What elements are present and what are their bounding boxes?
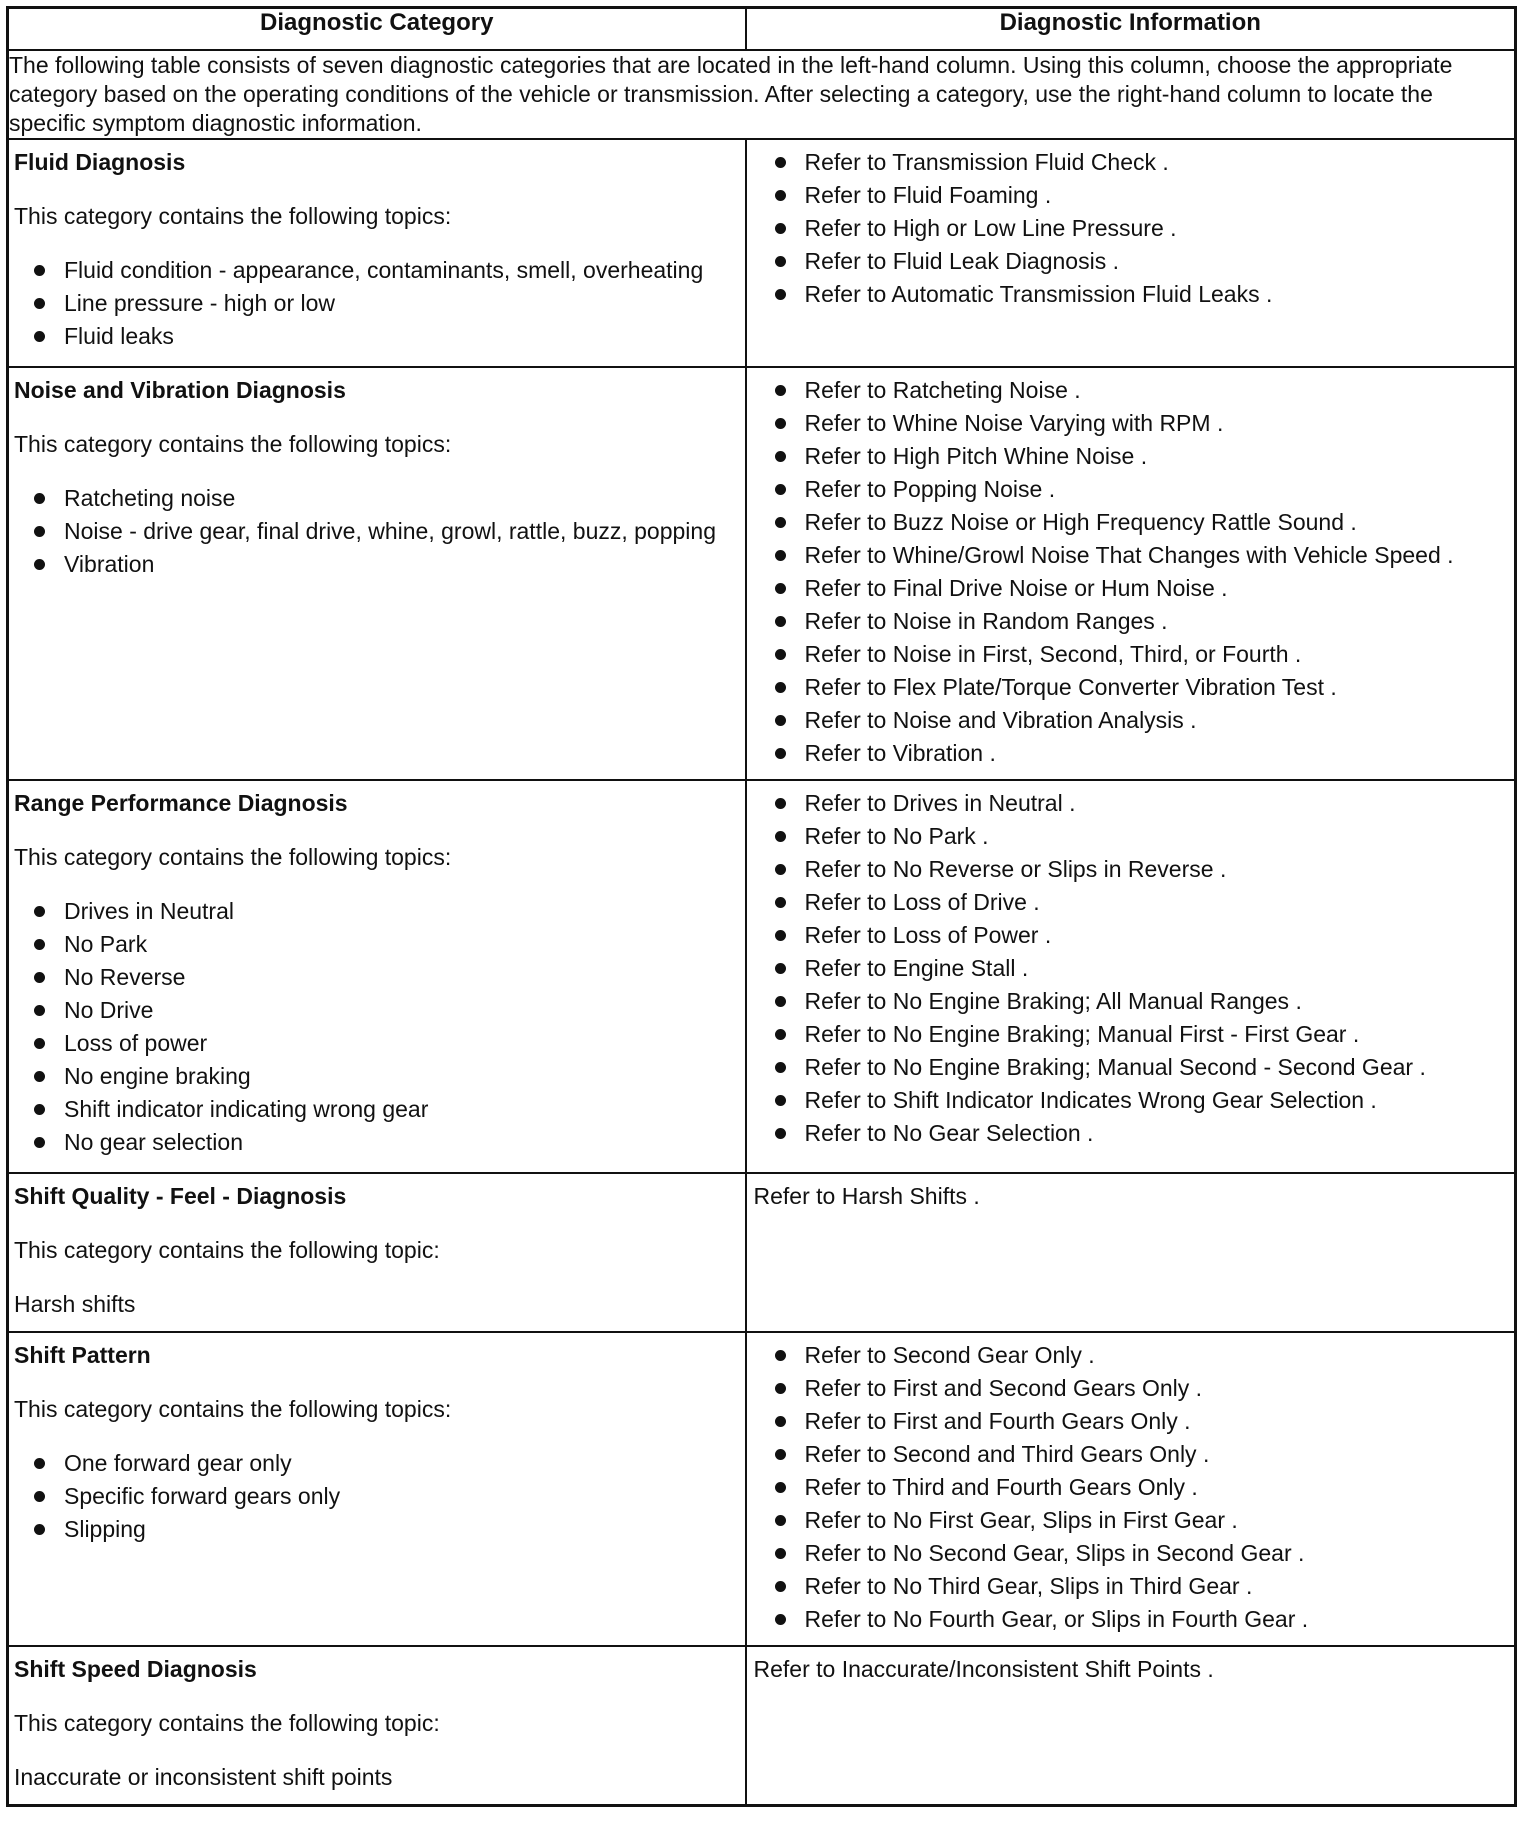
reference-item (754, 738, 1507, 768)
category-description: This category contains the following topics: (14, 431, 452, 457)
reference-text: Refer to Final Drive Noise or Hum Noise . (804, 575, 1228, 601)
bullet-icon (775, 1416, 786, 1427)
topic-text: One forward gear only (64, 1450, 292, 1476)
topic-item (14, 483, 737, 513)
category-row (8, 1332, 1516, 1646)
category-cell (8, 780, 746, 1173)
bullet-icon (34, 1038, 45, 1049)
diagnostic-table (6, 6, 1517, 1807)
intro-text: The following table consists of seven diagnostic categories that are located in the left-hand column. Using this column, choose the appropriate category based on the operating conditions of the vehicle or transmission. After selecting a category, use the right-hand column to locate the specific symptom diagnostic information. (8, 50, 1516, 139)
topic-text: Inaccurate or inconsistent shift points (14, 1764, 393, 1790)
bullet-icon (34, 1104, 45, 1115)
topic-text: No Park (64, 931, 148, 957)
bullet-icon (34, 1137, 45, 1148)
category-title: Shift Quality - Feel - Diagnosis (14, 1183, 347, 1209)
bullet-icon (34, 298, 45, 309)
reference-item (754, 887, 1507, 917)
information-content (747, 1647, 1515, 1692)
bullet-icon (775, 256, 786, 267)
reference-text: Refer to Harsh Shifts . (753, 1183, 980, 1209)
bullet-icon (775, 1482, 786, 1493)
intro-row (8, 50, 1516, 139)
reference-text: Refer to Noise in Random Ranges . (804, 608, 1168, 634)
reference-item (754, 180, 1507, 210)
reference-item (754, 1118, 1507, 1148)
information-cell (746, 139, 1516, 367)
category-cell (8, 1646, 746, 1806)
reference-item (754, 953, 1507, 983)
bullet-icon (34, 559, 45, 570)
category-row (8, 780, 1516, 1173)
reference-text: Refer to Whine Noise Varying with RPM . (804, 410, 1224, 436)
reference-list (754, 788, 1507, 1148)
bullet-icon (775, 1548, 786, 1559)
topic-list (14, 483, 737, 579)
bullet-icon (775, 1581, 786, 1592)
topic-text: Shift indicator indicating wrong gear (64, 1096, 429, 1122)
topic-item (14, 516, 737, 546)
reference-text: Refer to Noise in First, Second, Third, or Fourth . (804, 641, 1302, 667)
category-content (9, 1333, 745, 1559)
category-cell (8, 139, 746, 367)
category-title: Shift Speed Diagnosis (14, 1656, 257, 1682)
bullet-icon (34, 1524, 45, 1535)
reference-item (754, 1085, 1507, 1115)
reference-item (754, 246, 1507, 276)
category-row (8, 139, 1516, 367)
topic-text: Drives in Neutral (64, 898, 234, 924)
reference-text: Refer to Shift Indicator Indicates Wrong Gear Selection . (804, 1087, 1377, 1113)
reference-text: Refer to First and Fourth Gears Only . (804, 1408, 1191, 1434)
bullet-icon (775, 996, 786, 1007)
category-description: This category contains the following topics: (14, 844, 452, 870)
category-row (8, 367, 1516, 780)
reference-item (754, 986, 1507, 1016)
bullet-icon (34, 939, 45, 950)
bullet-icon (775, 1029, 786, 1040)
header-diagnostic-information: Diagnostic Information (746, 8, 1516, 51)
reference-item (754, 705, 1507, 735)
bullet-icon (775, 223, 786, 234)
bullet-icon (775, 1449, 786, 1460)
reference-text: Refer to Popping Noise . (804, 476, 1056, 502)
bullet-icon (775, 157, 786, 168)
topic-item (14, 1094, 737, 1124)
topic-list (14, 1448, 737, 1544)
reference-item (754, 474, 1507, 504)
reference-item (754, 920, 1507, 950)
bullet-icon (34, 1458, 45, 1469)
reference-item (754, 639, 1507, 669)
reference-text: Refer to Flex Plate/Torque Converter Vibration Test . (804, 674, 1337, 700)
reference-text: Refer to No Fourth Gear, or Slips in Fourth Gear . (804, 1606, 1309, 1632)
topic-item (14, 255, 737, 285)
bullet-icon (775, 1515, 786, 1526)
reference-item (754, 213, 1507, 243)
bullet-icon (34, 1005, 45, 1016)
topic-item (14, 288, 737, 318)
reference-text: Refer to No Engine Braking; Manual Second - Second Gear . (804, 1054, 1426, 1080)
topic-item (14, 1061, 737, 1091)
reference-text: Refer to No Park . (804, 823, 989, 849)
topic-text: No gear selection (64, 1129, 243, 1155)
category-content (9, 1174, 745, 1331)
category-cell (8, 1332, 746, 1646)
reference-text: Refer to Fluid Foaming . (804, 182, 1052, 208)
reference-item (754, 854, 1507, 884)
category-cell (8, 1173, 746, 1332)
information-cell (746, 780, 1516, 1173)
category-content (9, 1647, 745, 1804)
reference-item (754, 279, 1507, 309)
reference-item (754, 1406, 1507, 1436)
reference-text: Refer to No Engine Braking; All Manual Ranges . (804, 988, 1302, 1014)
bullet-icon (775, 963, 786, 974)
bullet-icon (775, 190, 786, 201)
bullet-icon (34, 526, 45, 537)
reference-item (754, 1439, 1507, 1469)
reference-text: Refer to Ratcheting Noise . (804, 377, 1081, 403)
category-content (9, 781, 745, 1172)
topic-item (14, 321, 737, 351)
topic-item (14, 1514, 737, 1544)
reference-text: Refer to Third and Fourth Gears Only . (804, 1474, 1198, 1500)
topic-list (14, 255, 737, 351)
topic-item (14, 995, 737, 1025)
reference-item (754, 788, 1507, 818)
reference-text: Refer to Inaccurate/Inconsistent Shift Points . (753, 1656, 1214, 1682)
bullet-icon (775, 930, 786, 941)
topic-item (14, 1448, 737, 1478)
information-content (747, 781, 1515, 1159)
topic-text: Specific forward gears only (64, 1483, 341, 1509)
reference-text: Refer to No Second Gear, Slips in Second Gear . (804, 1540, 1305, 1566)
bullet-icon (775, 715, 786, 726)
category-description: This category contains the following topic: (14, 1237, 440, 1263)
bullet-icon (775, 583, 786, 594)
bullet-icon (775, 289, 786, 300)
reference-item (754, 821, 1507, 851)
topic-item (14, 929, 737, 959)
bullet-icon (775, 798, 786, 809)
category-title: Shift Pattern (14, 1342, 151, 1368)
bullet-icon (775, 649, 786, 660)
category-content (9, 368, 745, 594)
information-cell (746, 367, 1516, 780)
bullet-icon (34, 1491, 45, 1502)
reference-item (754, 375, 1507, 405)
reference-text: Refer to Loss of Power . (804, 922, 1052, 948)
reference-text: Refer to No Engine Braking; Manual First - First Gear . (804, 1021, 1360, 1047)
topic-item (14, 896, 737, 926)
bullet-icon (775, 1062, 786, 1073)
information-cell (746, 1332, 1516, 1646)
reference-text: Refer to Second and Third Gears Only . (804, 1441, 1210, 1467)
information-content (747, 1174, 1515, 1219)
topic-text: No Reverse (64, 964, 186, 990)
reference-text: Refer to Transmission Fluid Check . (804, 149, 1169, 175)
topic-text: Noise - drive gear, final drive, whine, growl, rattle, buzz, popping (64, 518, 716, 544)
bullet-icon (775, 517, 786, 528)
bullet-icon (775, 385, 786, 396)
header-row (8, 8, 1516, 51)
bullet-icon (775, 616, 786, 627)
reference-text: Refer to High or Low Line Pressure . (804, 215, 1177, 241)
bullet-icon (34, 493, 45, 504)
bullet-icon (775, 748, 786, 759)
bullet-icon (34, 331, 45, 342)
reference-text: Refer to Noise and Vibration Analysis . (804, 707, 1197, 733)
category-cell (8, 367, 746, 780)
topic-item (14, 1127, 737, 1157)
topic-text: Slipping (64, 1516, 146, 1542)
reference-text: Refer to Whine/Growl Noise That Changes with Vehicle Speed . (804, 542, 1454, 568)
reference-text: Refer to No Gear Selection . (804, 1120, 1094, 1146)
reference-text: Refer to Loss of Drive . (804, 889, 1040, 915)
bullet-icon (775, 550, 786, 561)
reference-item (754, 1472, 1507, 1502)
bullet-icon (775, 1128, 786, 1139)
reference-item (754, 1505, 1507, 1535)
reference-item (754, 1373, 1507, 1403)
information-cell (746, 1646, 1516, 1806)
category-title: Range Performance Diagnosis (14, 790, 348, 816)
reference-text: Refer to Engine Stall . (804, 955, 1029, 981)
reference-text: Refer to Fluid Leak Diagnosis . (804, 248, 1119, 274)
reference-item (754, 408, 1507, 438)
bullet-icon (775, 1350, 786, 1361)
category-title: Noise and Vibration Diagnosis (14, 377, 346, 403)
topic-list (14, 896, 737, 1157)
reference-item (754, 1019, 1507, 1049)
bullet-icon (34, 906, 45, 917)
bullet-icon (775, 831, 786, 842)
topic-item (14, 962, 737, 992)
reference-item (754, 1340, 1507, 1370)
bullet-icon (775, 682, 786, 693)
bullet-icon (775, 864, 786, 875)
reference-text: Refer to High Pitch Whine Noise . (804, 443, 1148, 469)
topic-text: Line pressure - high or low (64, 290, 336, 316)
category-description: This category contains the following topics: (14, 1396, 452, 1422)
topic-text: Fluid leaks (64, 323, 174, 349)
category-content (9, 140, 745, 366)
topic-text: Harsh shifts (14, 1291, 136, 1317)
topic-text: Ratcheting noise (64, 485, 236, 511)
bullet-icon (34, 972, 45, 983)
reference-list (754, 375, 1507, 768)
topic-text: Loss of power (64, 1030, 208, 1056)
reference-item (754, 1052, 1507, 1082)
document (6, 6, 1514, 1807)
reference-item (754, 147, 1507, 177)
header-diagnostic-category: Diagnostic Category (8, 8, 746, 51)
reference-text: Refer to Buzz Noise or High Frequency Rattle Sound . (804, 509, 1357, 535)
bullet-icon (34, 1071, 45, 1082)
topic-text: No Drive (64, 997, 154, 1023)
reference-item (754, 573, 1507, 603)
bullet-icon (775, 484, 786, 495)
reference-item (754, 1538, 1507, 1568)
bullet-icon (775, 1095, 786, 1106)
reference-text: Refer to Vibration . (804, 740, 996, 766)
category-row (8, 1646, 1516, 1806)
reference-list (754, 147, 1507, 309)
reference-text: Refer to No Third Gear, Slips in Third Gear . (804, 1573, 1253, 1599)
reference-item (754, 540, 1507, 570)
topic-text: No engine braking (64, 1063, 251, 1089)
category-row (8, 1173, 1516, 1332)
reference-list (754, 1340, 1507, 1634)
information-content (747, 1333, 1515, 1645)
bullet-icon (775, 897, 786, 908)
topic-item (14, 1028, 737, 1058)
bullet-icon (775, 1383, 786, 1394)
topic-text: Fluid condition - appearance, contaminants, smell, overheating (64, 257, 704, 283)
category-title: Fluid Diagnosis (14, 149, 186, 175)
category-description: This category contains the following topics: (14, 203, 452, 229)
topic-item (14, 1481, 737, 1511)
bullet-icon (34, 265, 45, 276)
bullet-icon (775, 1614, 786, 1625)
information-cell (746, 1173, 1516, 1332)
information-content (747, 368, 1515, 779)
reference-text: Refer to No First Gear, Slips in First Gear . (804, 1507, 1238, 1533)
information-content (747, 140, 1515, 320)
reference-text: Refer to Automatic Transmission Fluid Leaks . (804, 281, 1273, 307)
bullet-icon (775, 418, 786, 429)
reference-item (754, 441, 1507, 471)
category-description: This category contains the following topic: (14, 1710, 440, 1736)
reference-item (754, 1604, 1507, 1634)
reference-item (754, 507, 1507, 537)
reference-text: Refer to Drives in Neutral . (804, 790, 1076, 816)
topic-text: Vibration (64, 551, 155, 577)
reference-item (754, 1571, 1507, 1601)
topic-item (14, 549, 737, 579)
reference-text: Refer to No Reverse or Slips in Reverse . (804, 856, 1227, 882)
reference-text: Refer to Second Gear Only . (804, 1342, 1095, 1368)
reference-text: Refer to First and Second Gears Only . (804, 1375, 1203, 1401)
reference-item (754, 672, 1507, 702)
reference-item (754, 606, 1507, 636)
bullet-icon (775, 451, 786, 462)
